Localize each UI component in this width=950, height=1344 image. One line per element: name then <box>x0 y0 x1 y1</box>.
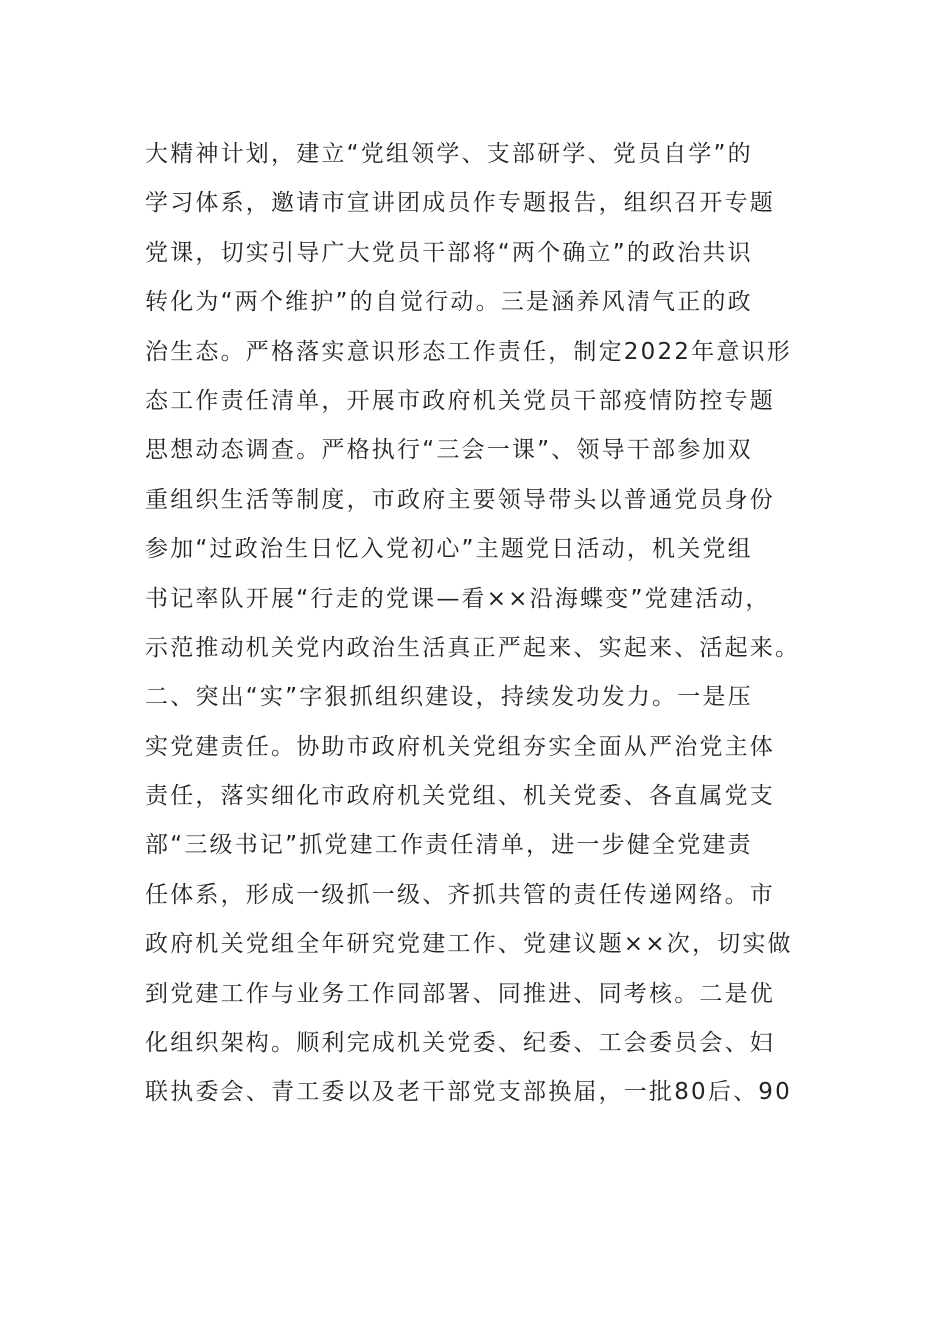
text-line: 联执委会、青工委以及老干部党支部换届，一批80后、90 <box>145 1079 792 1106</box>
text-line: 参加“过政治生日忆入党初心”主题党日活动，机关党组 <box>145 536 753 563</box>
text-line: 责任，落实细化市政府机关党组、机关党委、各直属党支 <box>145 783 775 810</box>
text-line: 治生态。严格落实意识形态工作责任，制定2022年意识形 <box>145 338 792 365</box>
text-line: 化组织架构。顺利完成机关党委、纪委、工会委员会、妇 <box>145 1030 775 1057</box>
text-line: 党课，切实引导广大党员干部将“两个确立”的政治共识 <box>145 239 753 266</box>
text-line: 态工作责任清单，开展市政府机关党员干部疫情防控专题 <box>145 387 775 414</box>
text-line: 重组织生活等制度，市政府主要领导带头以普通党员身份 <box>145 486 775 513</box>
text-line: 示范推动机关党内政治生活真正严起来、实起来、活起来。 <box>145 634 801 661</box>
text-line: 思想动态调查。严格执行“三会一课”、领导干部参加双 <box>145 437 753 464</box>
text-line: 任体系，形成一级抓一级、齐抓共管的责任传递网络。市 <box>145 881 775 908</box>
text-line: 书记率队开展“行走的党课—看××沿海蝶变”党建活动， <box>145 585 771 612</box>
body-text <box>145 130 815 1118</box>
text-line: 转化为“两个维护”的自觉行动。三是涵养风清气正的政 <box>145 289 753 316</box>
text-line: 实党建责任。协助市政府机关党组夯实全面从严治党主体 <box>145 733 775 760</box>
text-line: 部“三级书记”抓党建工作责任清单，进一步健全党建责 <box>145 832 753 859</box>
text-line: 到党建工作与业务工作同部署、同推进、同考核。二是优 <box>145 980 775 1007</box>
text-line: 学习体系，邀请市宣讲团成员作专题报告，组织召开专题 <box>145 190 775 217</box>
text-line: 大精神计划，建立“党组领学、支部研学、党员自学”的 <box>145 141 753 167</box>
text-line: 二、突出“实”字狠抓组织建设，持续发功发力。一是压 <box>145 684 753 711</box>
text-line: 政府机关党组全年研究党建工作、党建议题××次，切实做 <box>145 931 793 958</box>
